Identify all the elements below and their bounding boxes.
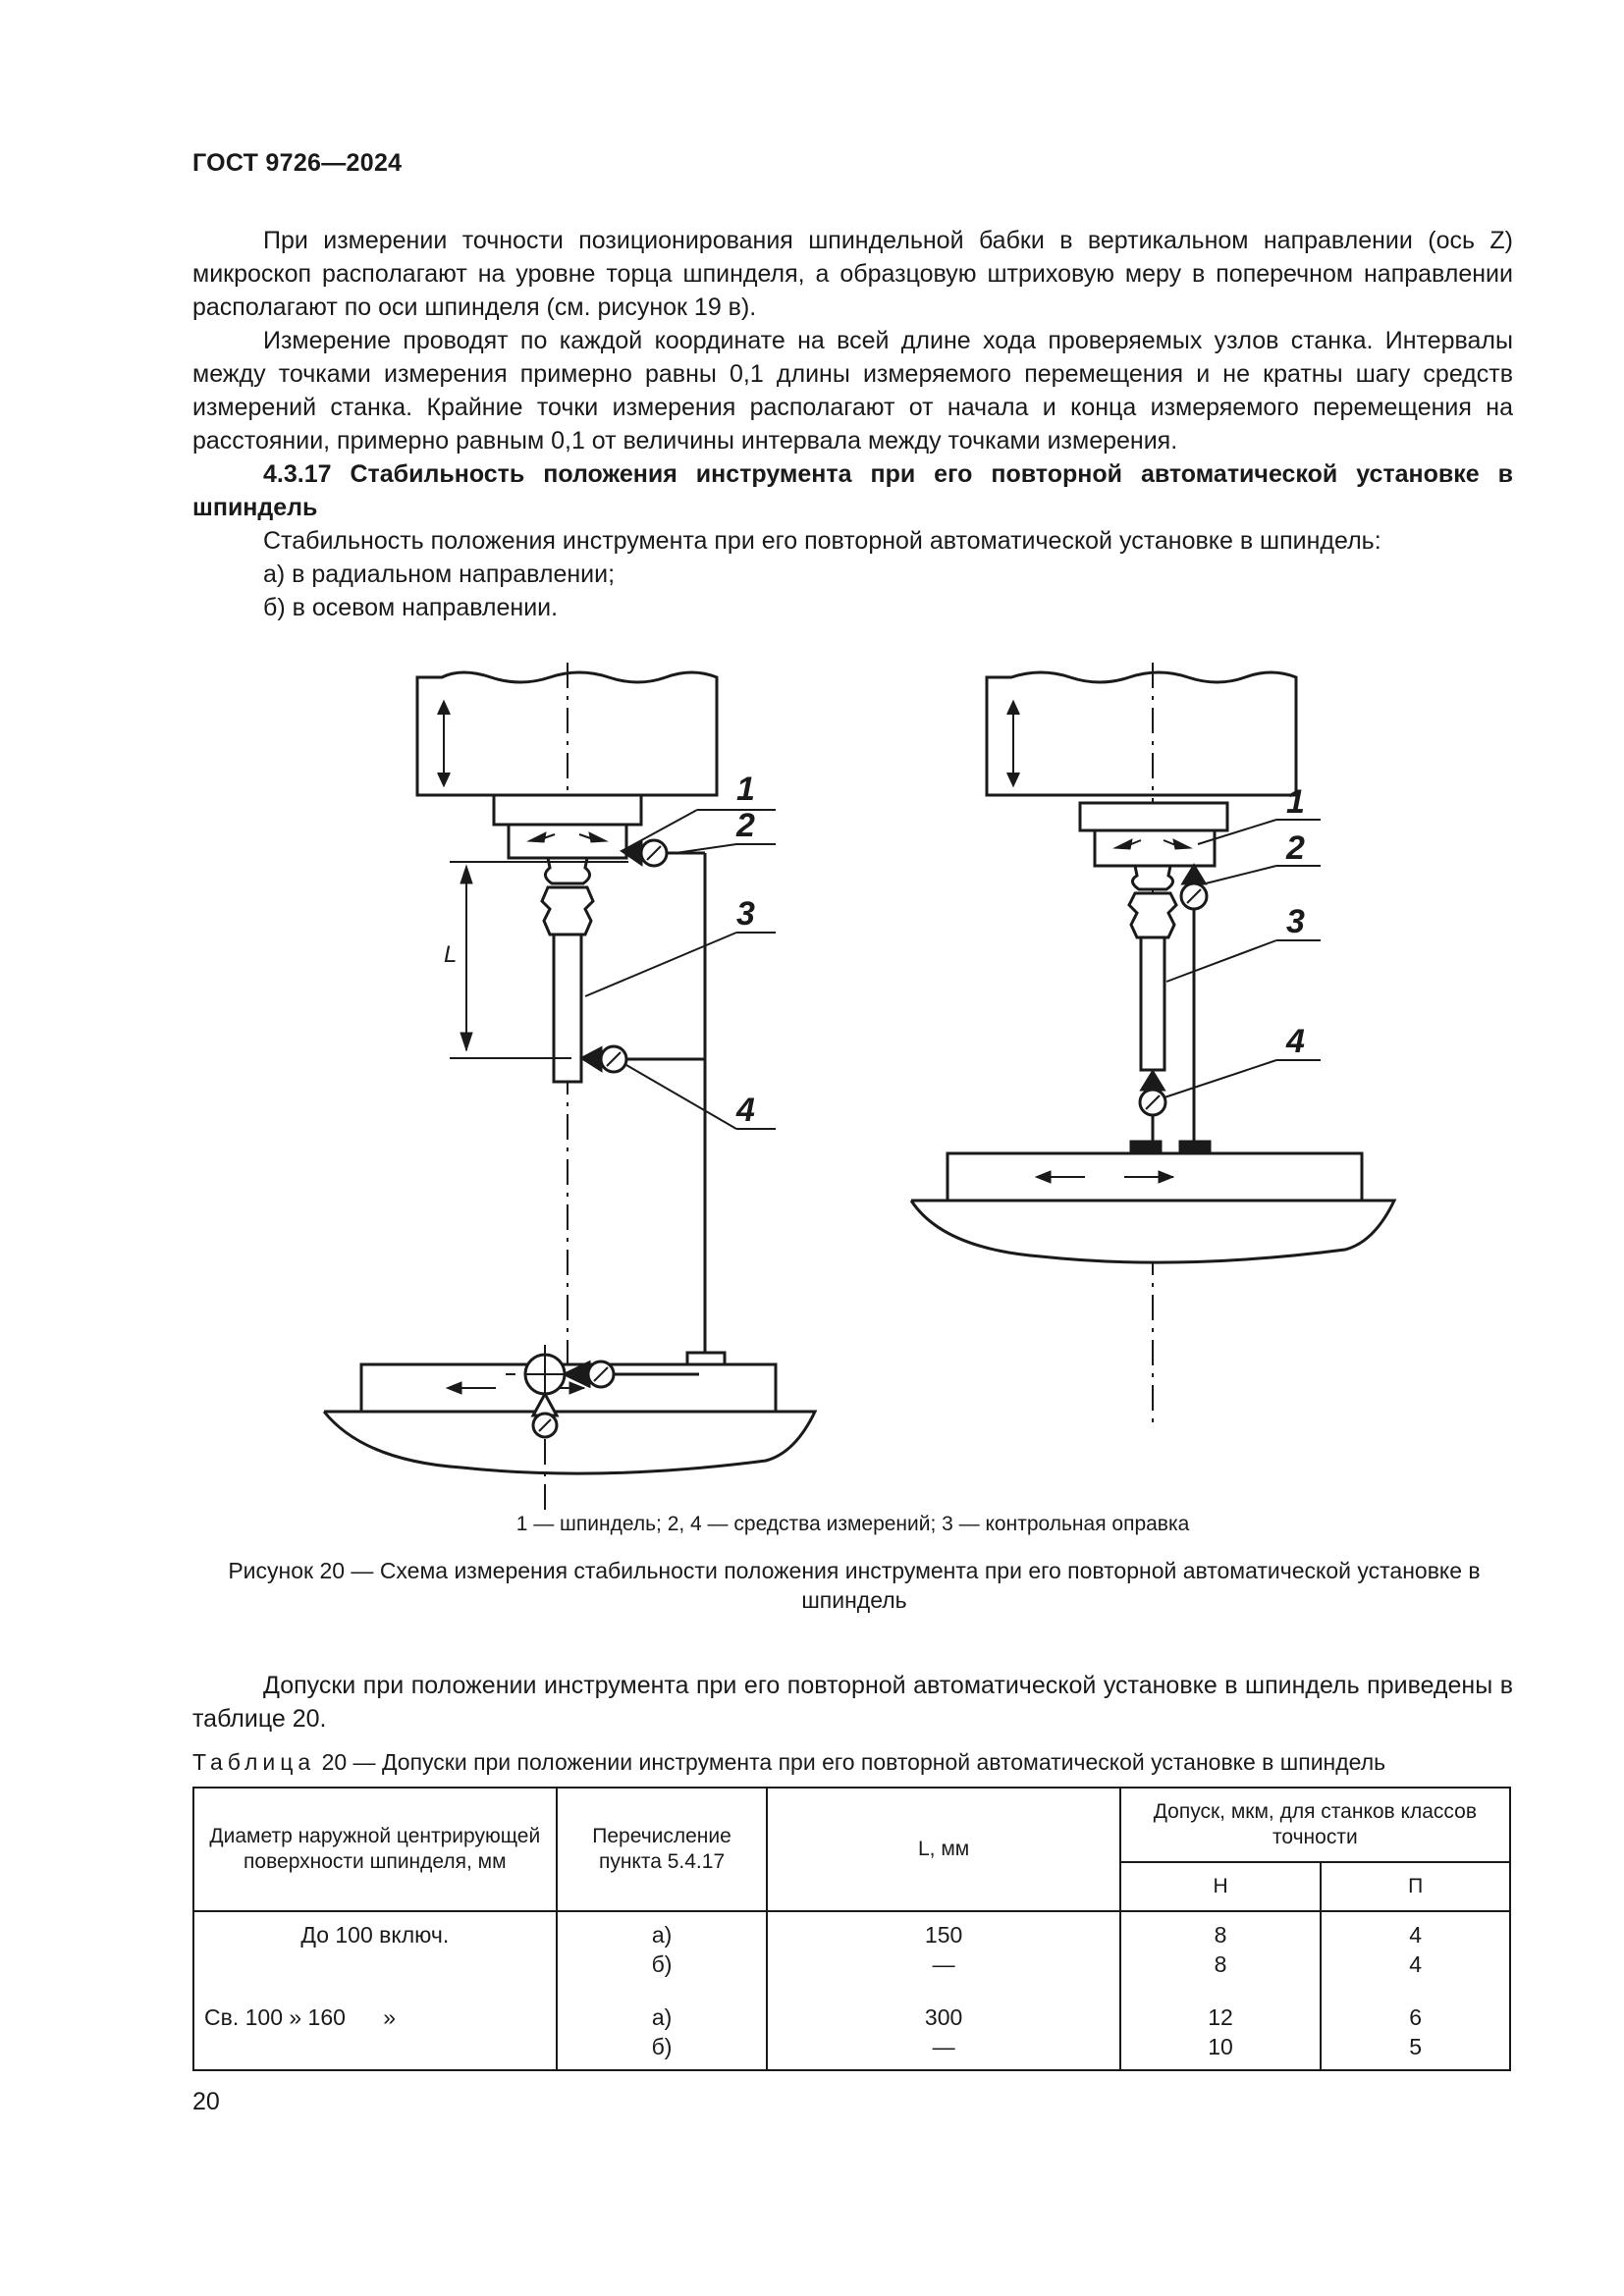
header-class-n: Н <box>1120 1862 1322 1911</box>
section-intro: Стабильность положения инструмента при его повторной автоматической установке в шпиндель: <box>263 527 1381 555</box>
header-tolerance: Допуск, мкм, для станков классов точности <box>1120 1788 1510 1862</box>
cell-class-n <box>1120 1995 1322 2070</box>
cell-length-a: 300 <box>924 2004 963 2030</box>
page-number: 20 <box>192 2088 220 2115</box>
cell-diameter: Св. 100 » 160 » <box>193 1995 557 2070</box>
table-row <box>193 1995 1510 2070</box>
table-row <box>193 1911 1510 1995</box>
cell-p-b: 5 <box>1409 2034 1423 2059</box>
label-3-right: 3 <box>1286 903 1305 940</box>
paragraph-measurement: Измерение проводят по каждой координате на всей длине хода проверяемых узлов станка. Интервалы между точками измерения примерно равны 0,1 длины измеряемого перемещения и не кратны шагу средств измерений станка. Крайние точки измерения располагают от начала и конца измеряемого перемещения на расстоянии, примерно равным 0,1 от величины интервала между точками измерения. <box>192 327 1513 454</box>
table-title-text: 20 — Допуски при положении инструмента при его повторной автоматической установке в шпиндель <box>315 1749 1386 1775</box>
header-length: L, мм <box>767 1788 1119 1911</box>
cell-length <box>767 1911 1119 1995</box>
label-4-left: 4 <box>736 1092 755 1129</box>
label-1-right: 1 <box>1286 783 1305 821</box>
header-item: Перечисление пункта 5.4.17 <box>557 1788 768 1911</box>
cell-length-b: — <box>932 1951 955 1977</box>
page-header: ГОСТ 9726—2024 <box>192 149 403 177</box>
cell-p-a: 4 <box>1409 1922 1423 1948</box>
paragraph-microscope: При измерении точности позиционирования шпиндельной бабки в вертикальном направлении (ось Z) микроскоп располагают на уровне торца шпинделя, а образцовую штриховую меру в поперечном направлении располагают по оси шпинделя (см. рисунок 19 в). <box>192 227 1513 321</box>
label-1-left: 1 <box>736 771 755 808</box>
paragraph-table-ref: Допуски при положении инструмента при его повторной автоматической установке в шпиндель приведены в таблице 20. <box>192 1672 1513 1733</box>
section-heading: 4.3.17 Стабильность положения инструмента при его повторной автоматической установке в шпиндель <box>192 460 1513 521</box>
cell-diameter: До 100 включ. <box>193 1911 557 1995</box>
cell-p-b: 4 <box>1409 1951 1423 1977</box>
list-item-a: а) в радиальном направлении; <box>263 561 616 588</box>
label-4-right: 4 <box>1286 1023 1305 1060</box>
cell-item-b: б) <box>651 2034 673 2059</box>
cell-class-p <box>1321 1995 1510 2070</box>
cell-n-b: 8 <box>1214 1951 1227 1977</box>
figure-caption: Рисунок 20 — Схема измерения стабильности положения инструмента при его повторной автоматической установке в шпиндель <box>228 1558 1481 1613</box>
table-title-prefix: Таблица <box>192 1749 316 1775</box>
cell-length-b: — <box>932 2034 955 2059</box>
cell-item-a: а) <box>651 1922 673 1948</box>
body-text-table-intro <box>192 1669 1513 1735</box>
tolerance-table <box>192 1787 1511 2071</box>
cell-length <box>767 1995 1119 2070</box>
label-2-right: 2 <box>1286 829 1305 867</box>
header-class-p: П <box>1321 1862 1510 1911</box>
cell-item <box>557 1995 768 2070</box>
body-text-top <box>192 224 1513 624</box>
cell-n-b: 10 <box>1208 2034 1233 2059</box>
right-scheme <box>911 663 1394 1423</box>
cell-item <box>557 1911 768 1995</box>
figure-legend: 1 — шпиндель; 2, 4 — средства измерений; 3 — контрольная оправка <box>515 1513 1190 1535</box>
cell-item-b: б) <box>651 1951 673 1977</box>
cell-n-a: 12 <box>1208 2004 1233 2030</box>
label-L: L <box>444 941 458 968</box>
cell-class-p <box>1321 1911 1510 1995</box>
cell-item-a: а) <box>651 2004 673 2030</box>
measurement-diagram <box>304 648 1404 1512</box>
cell-n-a: 8 <box>1214 1922 1227 1948</box>
cell-class-n <box>1120 1911 1322 1995</box>
label-3-left: 3 <box>736 895 755 933</box>
table-title <box>192 1749 1385 1776</box>
cell-length-a: 150 <box>924 1922 963 1948</box>
cell-p-a: 6 <box>1409 2004 1423 2030</box>
label-2-left: 2 <box>736 807 755 844</box>
header-diameter: Диаметр наружной центрирующей поверхности шпинделя, мм <box>193 1788 557 1911</box>
list-item-b: б) в осевом направлении. <box>263 594 559 621</box>
